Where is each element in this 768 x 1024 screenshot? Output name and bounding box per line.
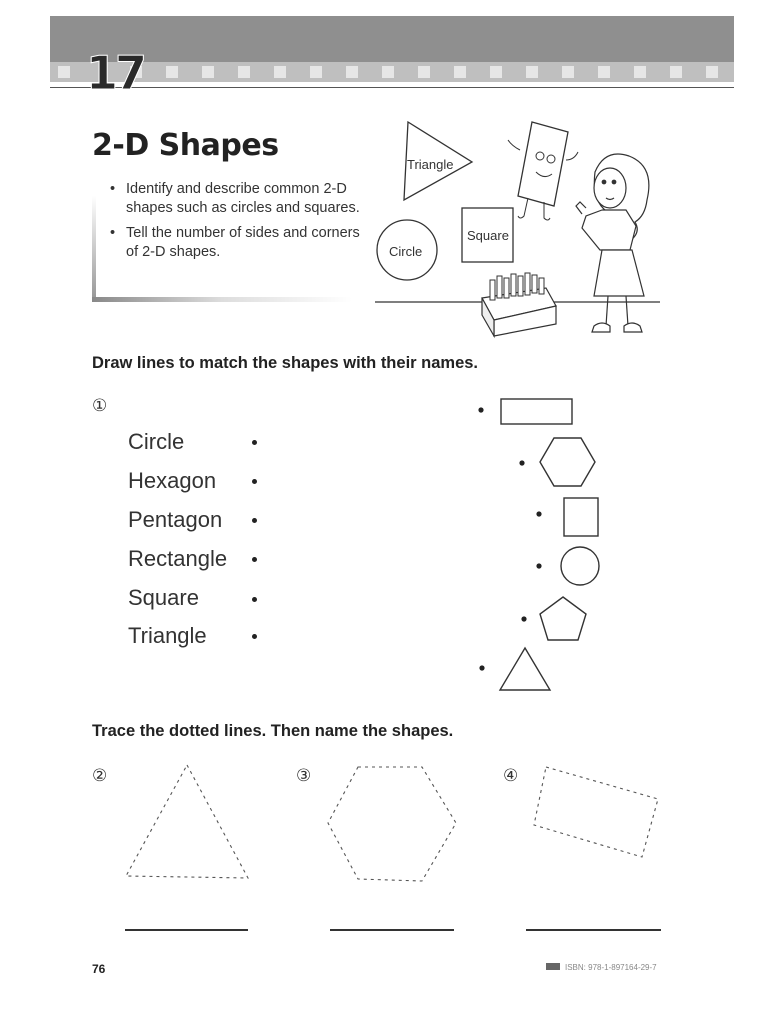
rectangle-character-image — [508, 122, 578, 220]
match-dot[interactable] — [252, 557, 257, 562]
match-shapes — [470, 390, 610, 700]
objectives-frame-left — [92, 196, 96, 298]
name-square: Square — [128, 585, 199, 610]
hexagon-shape — [540, 438, 595, 486]
header-strip — [50, 62, 734, 82]
match-dot[interactable] — [536, 511, 541, 516]
crayon-box-image — [482, 273, 556, 336]
question-marker-4: ④ — [503, 766, 519, 786]
header-divider — [50, 87, 734, 88]
objectives-list — [110, 180, 370, 268]
trace-instruction: Trace the dotted lines. Then name the shapes. — [92, 722, 454, 740]
circle-label: Circle — [389, 244, 423, 259]
objective-item: • Identify and describe common 2-D shapes such as circles and squares. — [110, 180, 370, 218]
match-dot[interactable] — [252, 440, 257, 445]
match-dot[interactable] — [519, 460, 524, 465]
header-strip-square — [382, 66, 394, 78]
circle-shape — [561, 547, 599, 585]
question-marker-3: ③ — [296, 766, 312, 786]
name-triangle: Triangle — [128, 623, 207, 648]
header-strip-square — [58, 66, 70, 78]
header-strip-square — [598, 66, 610, 78]
girl-image — [576, 154, 649, 332]
header-strip-square — [310, 66, 322, 78]
answer-line-3[interactable] — [330, 929, 454, 931]
header-strip-square — [418, 66, 430, 78]
triangle-shape — [500, 648, 550, 690]
header-strip-square — [526, 66, 538, 78]
trace-shapes — [110, 755, 680, 895]
header-strip-square — [202, 66, 214, 78]
answer-line-4[interactable] — [526, 929, 661, 931]
header-strip-square — [238, 66, 250, 78]
name-rectangle: Rectangle — [128, 546, 228, 571]
objectives-frame-bottom — [92, 297, 352, 302]
header-strip-square — [670, 66, 682, 78]
header-band — [50, 16, 734, 62]
publisher-logo — [546, 963, 560, 970]
name-pentagon: Pentagon — [128, 507, 223, 532]
unit-number: 17 — [86, 46, 145, 100]
header-strip-square — [166, 66, 178, 78]
name-circle: Circle — [128, 429, 185, 454]
header-strip-square — [274, 66, 286, 78]
name-hexagon: Hexagon — [128, 468, 217, 493]
question-marker-2: ② — [92, 766, 108, 786]
rectangle-shape — [501, 399, 572, 424]
question-marker-1: ① — [92, 396, 108, 416]
square-shape — [564, 498, 598, 536]
match-dot[interactable] — [536, 563, 541, 568]
header-strip-square — [346, 66, 358, 78]
header-strip-square — [490, 66, 502, 78]
header-strip-square — [562, 66, 574, 78]
square-label: Square — [467, 228, 509, 243]
shapes-illustration — [370, 110, 690, 350]
triangle-label: Triangle — [407, 157, 454, 172]
page-number: 76 — [92, 962, 106, 976]
objective-item: • Tell the number of sides and corners of 2-D shapes. — [110, 224, 370, 262]
dotted-hexagon[interactable] — [328, 767, 456, 881]
dotted-rectangle[interactable] — [534, 767, 658, 857]
match-instruction: Draw lines to match the shapes with their names. — [92, 354, 479, 372]
match-dot[interactable] — [479, 665, 484, 670]
match-dot[interactable] — [252, 518, 257, 523]
match-dot[interactable] — [478, 407, 483, 412]
header-strip-square — [454, 66, 466, 78]
page-title: 2-D Shapes — [92, 128, 279, 163]
pentagon-shape — [540, 597, 586, 640]
dotted-triangle[interactable] — [126, 765, 248, 878]
match-dot[interactable] — [252, 479, 257, 484]
match-dot[interactable] — [252, 597, 257, 602]
header-strip-square — [634, 66, 646, 78]
match-dot[interactable] — [252, 634, 257, 639]
isbn-text: ISBN: 978-1-897164-29-7 — [565, 963, 657, 972]
answer-line-2[interactable] — [125, 929, 248, 931]
match-dot[interactable] — [521, 616, 526, 621]
header-strip-square — [706, 66, 718, 78]
